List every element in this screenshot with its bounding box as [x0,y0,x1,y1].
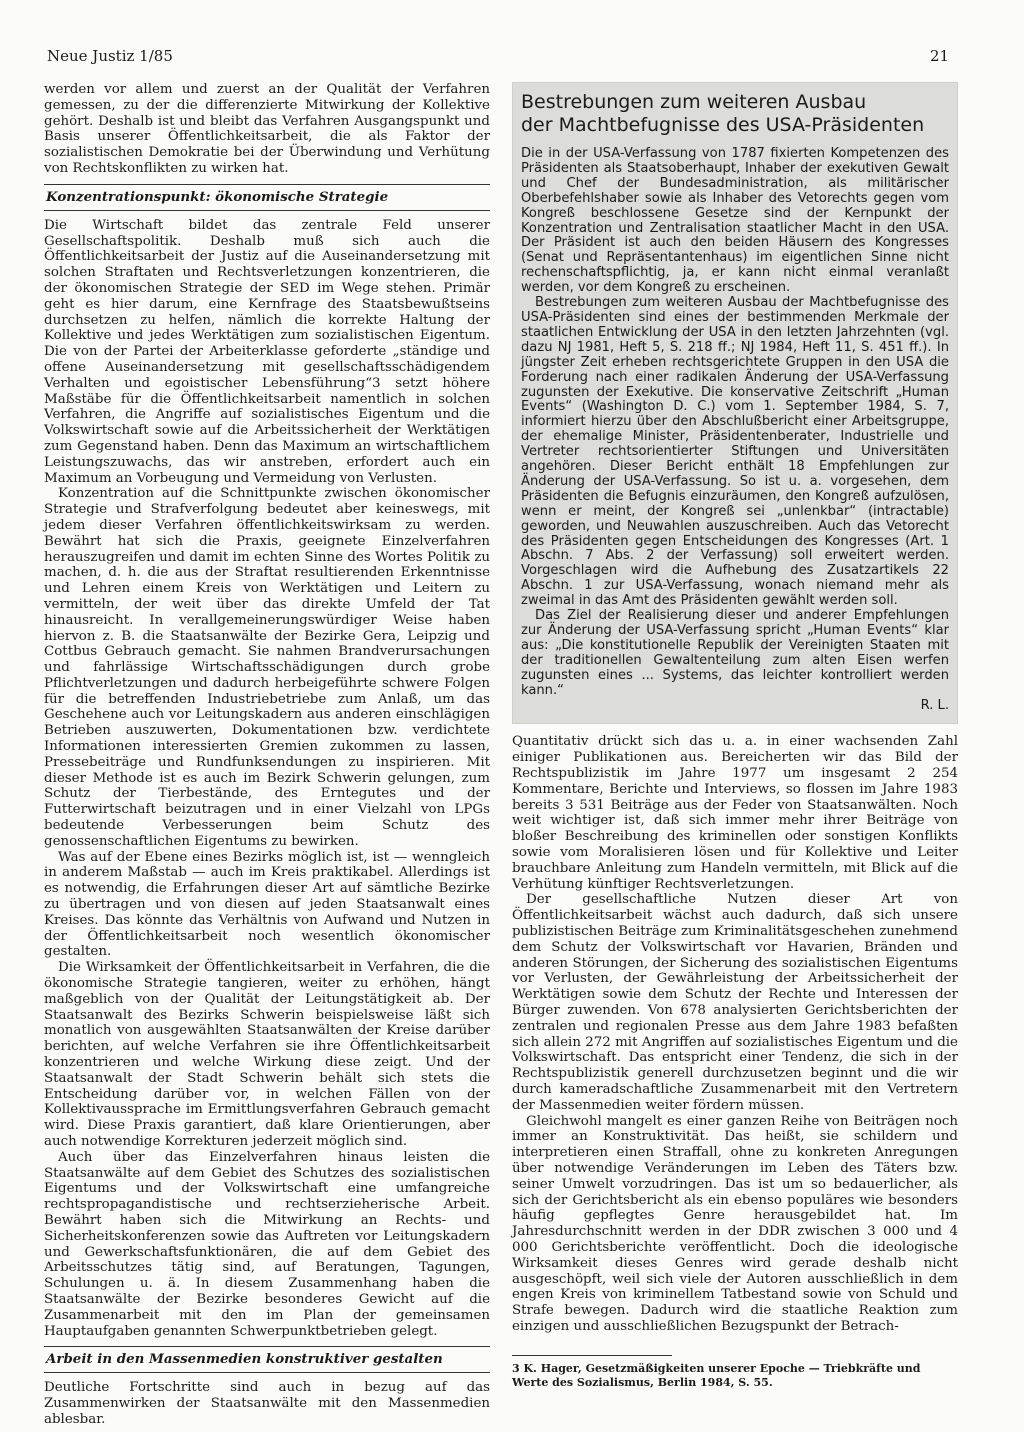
paragraph: Was auf der Ebene eines Bezirks möglich ist, ist — wenngleich in anderem Maßstab — auch im Kreis praktikabel. Allerdings ist es notwendig, die Erfahrungen dieser Art auf sämtliche Bezirke zu übertragen und von diesen auf jeden Staatsanwalt eines Kreises. Das könnte das Verhältnis von Aufwand und Nutzen in der Öffentlichkeitsarbeit noch wesentlich ökonomischer gestalten. [44,849,490,960]
right-column [512,82,958,1390]
paragraph: Quantitativ drückt sich das u. a. in einer wachsenden Zahl einiger Publikationen aus. Bereicherten wir das Bild der Rechtspublizistik im Jahre 1977 um insgesamt 2 254 Kommentare, Berichte und Interviews, so flossen im Jahre 1983 bereits 3 531 Beiträge aus der Feder von Staatsanwälten. Noch weit wichtiger ist, daß sich immer mehr ihrer Beiträge von bloßer Beschreibung des kriminellen oder sonstigen Konflikts sowie vom Moralisieren lösen und für Kollektive und Leiter brauchbare Anleitung zum Handeln vermitteln, mit Blick auf die Verhütung künftiger Rechtsverletzungen. [512,734,958,892]
journal-header: Neue Justiz 1/85 [47,47,173,65]
box-paragraph: Das Ziel der Realisierung dieser und anderer Empfehlungen zur Änderung der USA-Verfassung spricht „Human Events“ klar aus: „Die konstitutionelle Republik der Vereinigten Staaten mit der traditionellen Gewaltenteilung zum alten Eisen werfen zugunsten eines ... Systems, das leichter kontrolliert werden kann.“ [521,608,949,698]
paragraph: Konzentration auf die Schnittpunkte zwischen ökonomischer Strategie und Strafverfolgung bedeutet aber keineswegs, mit jedem dieser Verfahren öffentlichkeitswirksam zu werden. Bewährt hat sich die Praxis, geeignete Einzelverfahren herauszugreifen und damit im echten Sinne des Wortes Politik zu machen, d. h. die aus der Straftat resultierenden Erkenntnisse und Lehren einem Kreis von Werktätigen und Leitern zu vermitteln, der weit über das direkte Umfeld der Tat hinausreicht. In verallgemeinerungswürdiger Weise haben hiervon z. B. die Staatsanwälte der Bezirke Gera, Leipzig und Cottbus Gebrauch gemacht. Sie nahmen Brandverursachungen und fahrlässige Wirtschaftsschädigungen durch grobe Pflichtverletzungen und dadurch herbeigeführte schwere Folgen für die betreffenden Industriebetriebe zum Anlaß, um das Geschehene auch vor Leitungskadern aus anderen einschlägigen Betrieben auszuwerten, Dokumentationen bzw. verdichtete Informationen interessierten Gremien zukommen zu lassen, Pressebeiträge und Rundfunksendungen zu inspirieren. Mit dieser Methode ist es auch im Bezirk Schwerin gelungen, zum Schutz der Tierbestände, des Erntegutes und der Futterwirtschaft beizutragen und in einer Vielzahl von LPGs bedeutende Verbesserungen beim Schutz des genossenschaftlichen Eigentums zu bewirken. [44,486,490,849]
box-title [521,91,949,137]
box-paragraph: Die in der USA-Verfassung von 1787 fixierten Kompetenzen des Präsidenten als Staatsoberhaupt, Inhaber der exekutiven Gewalt und Chef der Bundesadministration, als militärischer Oberbefehlshaber sowie als Inhaber des Vetorechts gegen vom Kongreß beschlossene Gesetze sind der Kernpunkt der Konzentration und Zentralisation staatlicher Macht in den USA. Der Präsident ist auch den beiden Häusern des Kongresses (Senat und Repräsentantenhaus) im eigentlichen Sinne nicht rechenschaftspflichtig, ja, er kann nicht einmal veranlaßt werden, vor dem Kongreß zu erscheinen. [521,146,949,296]
box-paragraph: Bestrebungen zum weiteren Ausbau der Machtbefugnisse des USA-Präsidenten sind eines der bestimmenden Merkmale der staatlichen Entwicklung der USA in den letzten Jahrzehnten (vgl. dazu NJ 1981, Heft 5, S. 218 ff.; NJ 1984, Heft 11, S. 451 ff.). In jüngster Zeit erheben rechtsgerichtete Gruppen in den USA die Forderung nach einer radikalen Änderung der USA-Verfassung zugunsten der Exekutive. Die konservative Zeitschrift „Human Events“ (Washington D. C.) vom 1. September 1984, S. 7, informiert hierzu über den Abschlußbericht einer Arbeitsgruppe, der ehemalige Minister, Präsidentenberater, Industrielle und Vertreter rechtsorientierter Stiftungen und Universitäten angehören. Dieser Bericht enthält 18 Empfehlungen zur Änderung der USA-Verfassung. So ist u. a. vorgesehen, dem Präsidenten die Befugnis einzuräumen, den Kongreß aufzulösen, wenn er meint, der Kongreß sei „unlenkbar“ (intractable) geworden, und Neuwahlen auszuschreiben. Auch das Vetorecht des Präsidenten gegen Entscheidungen des Kongresses (Art. 1 Abschn. 7 Abs. 2 der Verfassung) soll erweitert werden. Vorgeschlagen wird die Aufhebung des Zusatzartikels 22 Abschn. 1 zur USA-Verfassung, wonach niemand mehr als zweimal in das Amt des Präsidenten gewählt werden soll. [521,295,949,609]
info-box [512,82,958,724]
section-heading: Arbeit in den Massenmedien konstruktiver gestalten [44,1346,490,1373]
box-title-line: der Machtbefugnisse des USA-Präsidenten [521,114,925,136]
page-number: 21 [930,47,950,65]
footnote: 3 K. Hager, Gesetzmäßigkeiten unserer Epoche — Triebkräfte und Werte des Sozialismus, Berlin 1984, S. 55. [512,1361,921,1389]
box-title-line: Bestrebungen zum weiteren Ausbau [521,91,867,113]
left-column [44,82,490,1428]
box-signature: R. L. [920,697,949,713]
paragraph: werden vor allem und zuerst an der Qualität der Verfahren gemessen, zu der die differenzierte Mitwirkung der Kollektive gehört. Deshalb ist und bleibt das Verfahren Ausgangspunkt und Basis unserer Öffentlichkeitsarbeit, die als Faktor der sozialistischen Demokratie bei der Überwindung und Verhütung von Rechtskonflikten zu wirken hat. [44,82,490,176]
paragraph: Der gesellschaftliche Nutzen dieser Art von Öffentlichkeitsarbeit wächst auch dadurch, daß sich unsere publizistischen Beiträge zum Kriminalitätsgeschehen zunehmend dem Schutz der Volkswirtschaft vor Havarien, Bränden und anderen Störungen, der Sicherung des sozialistischen Eigentums vor Verlusten, der Gewährleistung der Arbeitssicherheit der Werktätigen sowie dem Schutz der Rechte und Interessen der Bürger zuwenden. Von 678 analysierten Gerichtsberichten der zentralen und regionalen Presse aus dem Jahre 1983 befaßten sich allein 272 mit Angriffen auf sozialistisches Eigentum und die Volkswirtschaft. Das entspricht einer Tendenz, die sich in der Rechtspublizistik generell durchzusetzen beginnt und die wir durch kameradschaftliche Zusammenarbeit mit den Vertretern der Massenmedien weiter fördern müssen. [512,892,958,1113]
paragraph: Deutliche Fortschritte sind auch in bezug auf das Zusammenwirken der Staatsanwälte mit den Massenmedien ablesbar. [44,1380,490,1427]
section-heading: Konzentrationspunkt: ökonomische Strategie [44,184,490,211]
paragraph: Die Wirtschaft bildet das zentrale Feld unserer Gesellschaftspolitik. Deshalb muß sich auch die Öffentlichkeitsarbeit der Justiz auf die Auseinandersetzung mit solchen Straftaten und Rechtsverletzungen konzentrieren, die der ökonomischen Strategie der SED im Wege stehen. Primär geht es hier darum, eine Kernfrage des Staatsbewußtseins durchsetzen zu helfen, nämlich die korrekte Haltung der Kollektive und jedes Werktätigen zum sozialistischen Eigentum. Die von der Partei der Arbeiterklasse geforderte „ständige und offene Auseinandersetzung mit gesellschaftsschädigendem Verhalten und egoistischer Lebensführung“3 setzt höhere Maßstäbe für die Öffentlichkeitsarbeit namentlich in solchen Verfahren, die Angriffe auf sozialistisches Eigentum und die Volkswirtschaft sowie auf die Arbeitssicherheit der Werktätigen zum Gegenstand haben. Denn das Maximum an wirtschaftlichem Leistungszuwachs, das wir anstreben, erfordert auch ein Maximum an Vorbeugung und Vermeidung von Verlusten. [44,217,490,486]
paragraph: Auch über das Einzelverfahren hinaus leisten die Staatsanwälte auf dem Gebiet des Schutzes des sozialistischen Eigentums und der Volkswirtschaft eine umfangreiche rechtspropagandistische und rechtserzieherische Arbeit. Bewährt haben sich die Mitwirkung an Rechts- und Sicherheitskonferenzen sowie das Auftreten vor Leitungskadern und Gewerkschaftsfunktionären, die auf dem Gebiet des Arbeitsschutzes tätig sind, auf Beratungen, Tagungen, Schulungen u. ä. In diesem Zusammenhang haben die Staatsanwälte der Bezirke besonderes Gewicht auf die Zusammenarbeit mit den im Plan der gemeinsamen Hauptaufgaben genannten Schwerpunktbetrieben gelegt. [44,1149,490,1339]
footnote-divider [512,1355,672,1356]
paragraph: Gleichwohl mangelt es einer ganzen Reihe von Beiträgen noch immer an Konstruktivität. Das heißt, sie schildern und interpretieren einen Straffall, ohne zu konkreten Anregungen über notwendige Veränderungen im Leben des Täters bzw. seiner Umwelt vorzudringen. Das ist um so bedauerlicher, als sich der Gerichtsbericht als ein ebenso populäres wie besonders häufig gepflegtes Genre herausgebildet hat. Im Jahresdurchschnitt werden in der DDR zwischen 3 000 und 4 000 Gerichtsberichte veröffentlicht. Doch die ideologische Wirksamkeit dieses Genres wird gerade deshalb nicht ausgeschöpft, weil sich viele der Autoren ausschließlich in dem engen Kreis von kriminellem Tatbestand sowie von Schuld und Strafe bewegen. Dadurch wird die staatliche Reaktion zum einzigen und ausschließlichen Bezugspunkt der Betrach- [512,1113,958,1334]
box-closing [521,609,949,698]
paragraph: Die Wirksamkeit der Öffentlichkeitsarbeit in Verfahren, die die ökonomische Strategie tangieren, weiter zu erhöhen, hängt maßgeblich von der Qualität der Leitungstätigkeit ab. Der Staatsanwalt des Bezirks Schwerin beispielsweise läßt sich monatlich von ausgewählten Staatsanwälten der Kreise darüber berichten, auf welche Verfahren sie ihre Öffentlichkeitsarbeit konzentrieren und welche Wirkung diese zeigt. Und der Staatsanwalt der Stadt Schwerin behält sich stets die Entscheidung darüber vor, in welchen Fällen von der Kollektivaussprache im Ermittlungsverfahren Gebrauch gemacht wird. Diese Praxis garantiert, daß klare Orientierungen, aber auch notwendige Korrekturen jederzeit möglich sind. [44,960,490,1149]
